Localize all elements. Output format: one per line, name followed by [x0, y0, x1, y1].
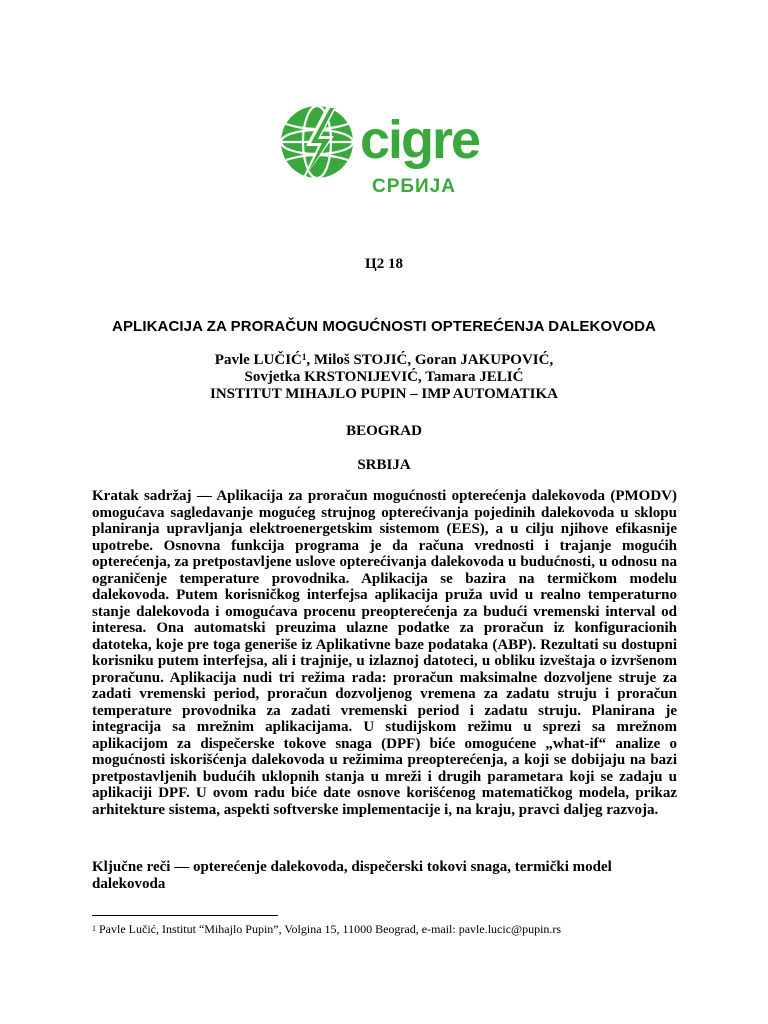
footnote-divider	[92, 915, 278, 916]
authors-continued: , Miloš STOJIĆ, Goran JAKUPOVIĆ,	[306, 352, 554, 368]
city: BEOGRAD	[346, 423, 422, 439]
logo-subtitle: СРБИЈА	[372, 176, 456, 197]
cigre-logo	[280, 100, 490, 200]
authors-line-2: Sovjetka KRSTONIJEVIĆ, Tamara JELIĆ	[244, 369, 524, 385]
footnote	[92, 922, 692, 936]
paper-title: APLIKACIJA ZA PRORAČUN MOGUĆNOSTI OPTEREĆENJA DALEKOVODA	[112, 318, 656, 335]
keywords: Ključne reči — opterećenje dalekovoda, dispečerski tokovi snaga, termički model dalekovoda	[92, 859, 612, 892]
country: SRBIJA	[357, 457, 411, 473]
author-footnote-marker: 1	[301, 352, 307, 362]
abstract: Kratak sadržaj — Aplikacija za proračun mogućnosti opterećenja dalekovoda (PMODV) omogućava sagledavanje mogućeg strujnog opterećivanja pojedinih dalekovoda u sklopu planiranja upravljanja elektroenergetskim sistemom (EES), a u cilju njihove efikasnije upotrebe. Osnovna funkcija programa je da računa vrednosti i trajanje mogućih opterećenja, za pretpostavljene uslove opterećivanja dalekovoda u budućnosti, u odnosu na ograničenje temperature provodnika. Aplikacija se bazira na termičkom modelu dalekovoda. Putem korisničkog interfejsa aplikacija pruža uvid u realno temperaturno stanje dalekovoda i omogućava procenu preopterećenja za budući vremenski interval od interesa. Ona automatski preuzima ulazne podatke za proračun iz konfiguracionih datoteka, koje pre toga generiše iz Aplikativne baze podataka (ABP). Rezultati su dostupni korisniku putem interfejsa, ali i trajnije, u izlaznoj datoteci, u obliku izveštaja o izvršenom proračunu. Aplikacija nudi tri režima rada: proračun maksimalne dozvoljene struje za zadati vremenski period, proračun dozvoljenog vremena za zadatu struju i proračun temperature provodnika za zadati vremenski period i zadatu struju. Planirana je integracija sa mrežnim aplikacijama. U studijskom režimu u sprezi sa mrežnom aplikacijom za dispečerske tokove snaga (DPF) biće omogućene „what-if“ analize o mogućnosti iskorišćenja dalekovoda u režimima preopterećenja, a koji se dobijaju na bazi pretpostavljenih budućih uklopnih stanja u mreži i drugih parametara koji se zadaju u aplikaciji DPF. U ovom radu biće date osnove korišćenog matematičkog modela, prikaz arhitekture sistema, aspekti softverske implementacije i, na kraju, pravci daljeg razvoja.	[92, 488, 677, 818]
footnote-text: Pavle Lučić, Institut “Mihajlo Pupin”, Volgina 15, 11000 Beograd, e-mail: pavle.lucic@pupin.rs	[96, 922, 562, 936]
globe-lightning-icon	[280, 100, 490, 200]
footnote-marker: 1	[92, 924, 96, 933]
authors-block	[0, 352, 768, 403]
author-name: Pavle LUČIĆ	[214, 352, 302, 368]
authors-line-1	[0, 352, 768, 369]
logo-wordmark: cigre	[360, 110, 480, 170]
institution: INSTITUT MIHAJLO PUPIN – IMP AUTOMATIKA	[210, 386, 558, 402]
paper-code: Ц2 18	[365, 256, 403, 272]
